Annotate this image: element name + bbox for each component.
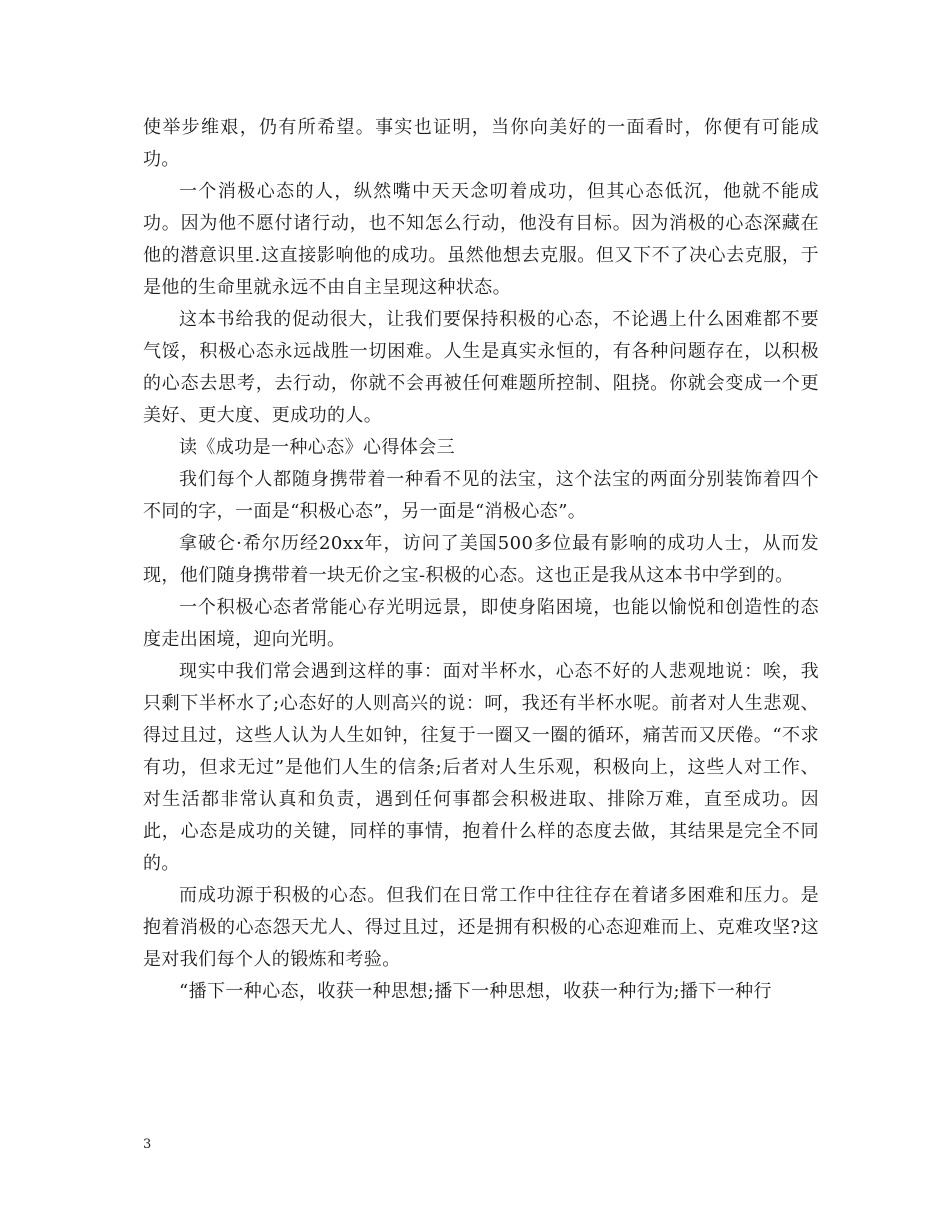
- page-number: 3: [143, 1137, 152, 1152]
- document-body: [143, 112, 819, 1008]
- paragraph-9: 而成功源于积极的心态。但我们在日常工作中往往存在着诸多困难和压力。是抱着消极的心态怨天尤人、得过且过，还是拥有积极的心态迎难而上、克难攻坚?这是对我们每个人的锻炼和考验。: [143, 885, 819, 970]
- paragraph-10: “播下一种心态，收获一种思想;播下一种思想，收获一种行为;播下一种行: [179, 981, 772, 1002]
- paragraph-5: 我们每个人都随身携带着一种看不见的法宝，这个法宝的两面分别装饰着四个不同的字，一面是“积极心态”，另一面是“消极心态”。: [143, 469, 819, 522]
- paragraph-3: 这本书给我的促动很大，让我们要保持积极的心态，不论遇上什么困难都不要气馁，积极心态永远战胜一切困难。人生是真实永恒的，有各种问题存在，以积极的心态去思考，去行动，你就不会再被任何难题所控制、阻挠。你就会变成一个更美好、更大度、更成功的人。: [143, 309, 819, 426]
- section-heading: 读《成功是一种心态》心得体会三: [179, 437, 455, 458]
- paragraph-1: 使举步维艰，仍有所希望。事实也证明，当你向美好的一面看时，你便有可能成功。: [143, 117, 819, 170]
- paragraph-2: 一个消极心态的人，纵然嘴中天天念叨着成功，但其心态低沉，他就不能成功。因为他不愿付诸行动，也不知怎么行动，他没有目标。因为消极的心态深藏在他的潜意识里.这直接影响他的成功。虽然他想去克服。但又下不了决心去克服，于是他的生命里就永远不由自主呈现这种状态。: [143, 181, 819, 298]
- paragraph-6: 拿破仑·希尔历经20xx年，访问了美国500多位最有影响的成功人士，从而发现，他们随身携带着一块无价之宝-积极的心态。这也正是我从这本书中学到的。: [143, 533, 819, 586]
- paragraph-8: 现实中我们常会遇到这样的事：面对半杯水，心态不好的人悲观地说：唉，我只剩下半杯水了;心态好的人则高兴的说：呵，我还有半杯水呢。前者对人生悲观、得过且过，这些人认为人生如钟，往复于一圈又一圈的循环，痛苦而又厌倦。“不求有功，但求无过”是他们人生的信条;后者对人生乐观，积极向上，这些人对工作、对生活都非常认真和负责，遇到任何事都会积极进取、排除万难，直至成功。因此，心态是成功的关键，同样的事情，抱着什么样的态度去做，其结果是完全不同的。: [143, 661, 819, 874]
- paragraph-7: 一个积极心态者常能心存光明远景，即使身陷困境，也能以愉悦和创造性的态度走出困境，迎向光明。: [143, 597, 819, 650]
